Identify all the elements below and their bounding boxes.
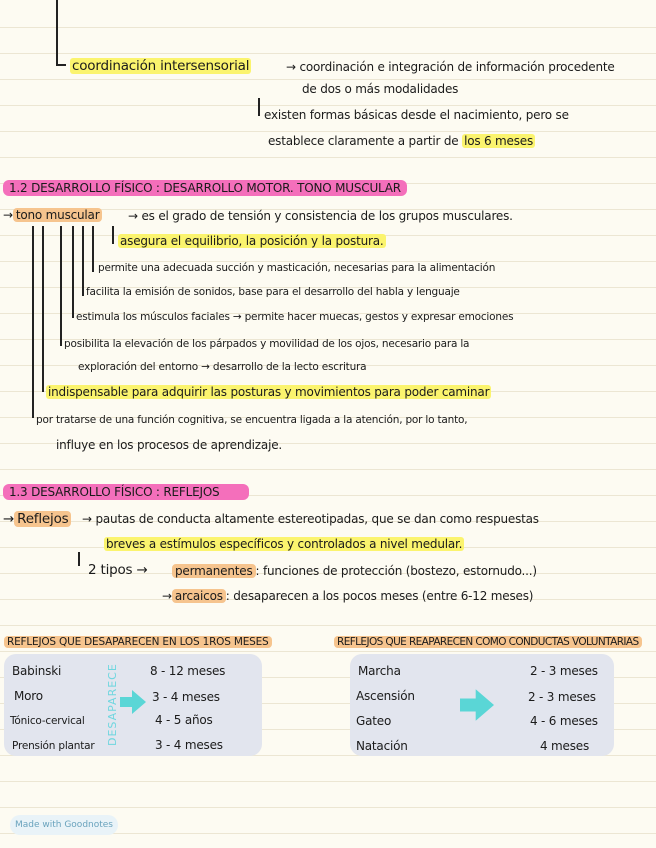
left-row-name: Babinski bbox=[12, 664, 62, 678]
right-row-age: 2 - 3 meses bbox=[530, 664, 598, 678]
coord-title: coordinación intersensorial bbox=[72, 58, 250, 74]
tono-bullet-2: permite una adecuada succión y masticación, necesarias para la alimentación bbox=[98, 262, 496, 274]
bracket-line bbox=[32, 226, 34, 418]
left-table-title: REFLEJOS QUE DESAPARECEN EN LOS 1ROS MESES bbox=[4, 636, 272, 648]
tono-bullet-4: estimula los músculos faciales → permite hacer muecas, gestos y expresar emociones bbox=[76, 311, 514, 323]
bracket-line bbox=[92, 226, 94, 272]
section-1-2-heading: 1.2 DESARROLLO FÍSICO : DESARROLLO MOTOR. TONO MUSCULAR bbox=[3, 181, 407, 195]
reflejos-definition-line2: breves a estímulos específicos y controlados a nivel medular. bbox=[106, 537, 463, 551]
coord-note-line1: existen formas básicas desde el nacimiento, pero se bbox=[264, 108, 569, 122]
left-row-name: Tónico-cervical bbox=[10, 715, 85, 727]
reflejos-arcaicos: → arcaicos : desaparecen a los pocos meses (entre 6-12 meses) bbox=[162, 589, 534, 603]
reflejos-types-label: 2 tipos → bbox=[88, 562, 148, 578]
bracket-line bbox=[72, 226, 74, 318]
right-row-age: 2 - 3 meses bbox=[528, 690, 596, 704]
tono-bullet-7a: por tratarse de una función cognitiva, se encuentra ligada a la atención, por lo tanto, bbox=[36, 414, 468, 426]
goodnotes-badge: Made with Goodnotes bbox=[10, 815, 118, 835]
coord-definition-line2: de dos o más modalidades bbox=[302, 82, 459, 96]
tono-definition: → es el grado de tensión y consistencia de los grupos musculares. bbox=[128, 209, 513, 223]
left-row-age: 3 - 4 meses bbox=[152, 690, 220, 704]
bracket-line bbox=[112, 226, 114, 244]
bracket-line bbox=[60, 226, 62, 346]
bracket-line bbox=[42, 226, 44, 392]
bracket-line bbox=[78, 552, 80, 566]
teal-arrow-icon bbox=[120, 688, 146, 716]
left-row-age: 3 - 4 meses bbox=[155, 738, 223, 752]
bracket-line bbox=[82, 226, 84, 296]
tono-term: → tono muscular bbox=[3, 208, 102, 222]
tono-bullet-6: indispensable para adquirir las posturas y movimientos para poder caminar bbox=[48, 385, 490, 399]
tono-bullet-3: facilita la emisión de sonidos, base para el desarrollo del habla y lenguaje bbox=[86, 286, 460, 298]
bracket-line bbox=[258, 98, 260, 116]
left-row-name: Moro bbox=[14, 689, 43, 703]
section-1-3-heading: 1.3 DESARROLLO FÍSICO : REFLEJOS bbox=[3, 485, 249, 499]
tono-bullet-7b: influye en los procesos de aprendizaje. bbox=[56, 438, 282, 452]
left-row-name: Prensión plantar bbox=[12, 740, 95, 752]
right-row-name: Natación bbox=[356, 739, 408, 753]
teal-arrow-icon bbox=[460, 685, 494, 725]
right-row-name: Gateo bbox=[356, 714, 392, 728]
right-row-name: Marcha bbox=[358, 664, 401, 678]
right-row-age: 4 - 6 meses bbox=[530, 714, 598, 728]
right-row-age: 4 meses bbox=[540, 739, 590, 753]
right-table-title: REFLEJOS QUE REAPARECEN COMO CONDUCTAS VOLUNTARIAS bbox=[334, 636, 642, 648]
desaparece-label: DESAPARECE bbox=[106, 663, 119, 746]
left-row-age: 8 - 12 meses bbox=[150, 664, 226, 678]
coord-note-line2: establece claramente a partir de los 6 meses bbox=[268, 134, 534, 148]
tono-bullet-5a: posibilita la elevación de los párpados y movilidad de los ojos, necesario para la bbox=[64, 338, 470, 350]
coord-definition-line1: → coordinación e integración de información procedente bbox=[286, 60, 615, 74]
left-row-age: 4 - 5 años bbox=[155, 713, 213, 727]
bracket-tick bbox=[56, 64, 66, 66]
reflejos-term: → Reflejos bbox=[3, 511, 71, 527]
reflejos-permanentes: permanentes : funciones de protección (bostezo, estornudo...) bbox=[172, 564, 537, 578]
tono-bullet-1: asegura el equilibrio, la posición y la postura. bbox=[120, 234, 384, 248]
right-row-name: Ascensión bbox=[356, 689, 415, 703]
bracket-line bbox=[56, 0, 58, 64]
tono-bullet-5b: exploración del entorno → desarrollo de la lecto escritura bbox=[78, 361, 367, 373]
reflejos-definition-line1: → pautas de conducta altamente estereotipadas, que se dan como respuestas bbox=[82, 512, 539, 526]
